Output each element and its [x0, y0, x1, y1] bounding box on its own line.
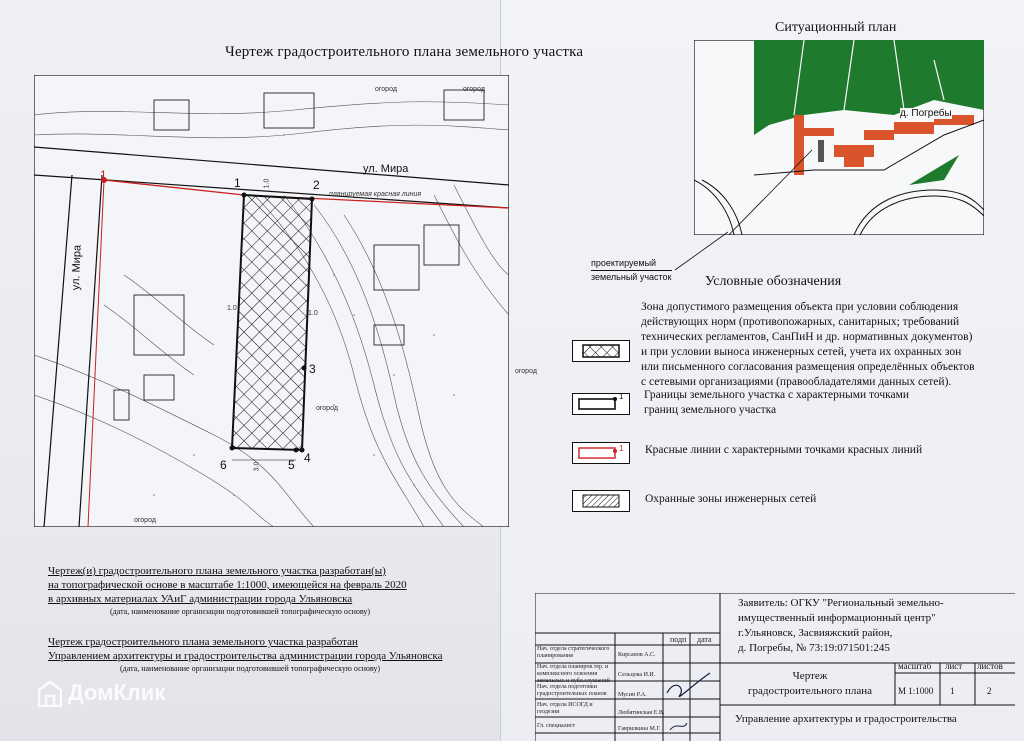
stamp-sheets-header: листов [977, 661, 1003, 671]
legend-line: или письменного согласования размещения определённых объектов [641, 361, 975, 373]
note-line: Чертеж(и) градостроительного плана земельного участка разработан(ы) [48, 565, 386, 577]
stamp-applicant-line1: Заявитель: ОГКУ "Региональный земельно- [738, 597, 944, 609]
drawing-title: Чертеж градостроительного плана земельного участка [225, 44, 584, 60]
note-sub: (дата, наименование организации подготовившей топографическую основу) [110, 607, 371, 616]
stamp-address-line1: г.Ульяновск, Засвияжский район, [738, 627, 893, 639]
stamp-scale-header: масштаб [898, 661, 932, 671]
legend-line: технических регламентов, СанПиН и др. нормативных документов) [641, 331, 973, 343]
stamp-row-role: Нач. отдела подготовки градостроительных планов [537, 684, 607, 697]
legend-line: Границы земельного участка с характерными точками [644, 389, 910, 401]
stamp-row-name: Мусин Р.А. [618, 692, 647, 698]
legend-marker-red-lines: 1 [619, 444, 624, 453]
garden-label: огород [463, 86, 485, 93]
legend-swatch-protection-zones [572, 490, 630, 512]
legend-line: границ земельного участка [644, 404, 777, 416]
stamp-doc-title-line2: градостроительного плана [747, 685, 873, 697]
dim-right: 1.0 [308, 310, 318, 317]
projected-plot-leader [590, 230, 730, 275]
note-line: Управлением архитектуры и градостроительства администрации города Ульяновска [48, 650, 443, 662]
stamp-row-name: Кирсанов А.С. [618, 652, 656, 658]
topographic-plan [34, 75, 509, 527]
street-label-mira-left: ул. Мира [70, 244, 84, 291]
dim-bottom: 3.0 [253, 461, 261, 472]
stamp-doc-title [735, 669, 885, 699]
legend-text-protection-zones: Охранные зоны инженерных сетей [645, 493, 817, 505]
stamp-row-role: Нач. отдела стратегического планирования [537, 646, 610, 659]
stamp-sheet-value: 1 [950, 686, 955, 696]
legend-line: и при условии выноса инженерных сетей, учета их охранных зон [641, 346, 962, 358]
note-line: на топографической основе в масштабе 1:1000, имеющейся на февраль 2020 [48, 579, 407, 591]
legend-line: с сетевыми организациями (правообладателями данных сетей). [641, 376, 952, 388]
stamp-row-role: Гл. специалист [537, 723, 576, 729]
stamp-address-line2: д. Погребы, № 73:19:071501:245 [738, 642, 890, 654]
point-label-6: 6 [220, 458, 227, 472]
note-line: Чертеж градостроительного плана земельного участка разработан [48, 636, 358, 648]
situation-plan-label: д. Погребы [900, 108, 952, 119]
point-label-5: 5 [288, 458, 295, 472]
legend-text-plot-boundary [644, 388, 974, 418]
garden-label: огород [515, 368, 537, 375]
dim-top: 1.0 [263, 178, 271, 189]
stamp-sheet-header: лист [945, 661, 963, 671]
stamp-header-sign: подп [670, 635, 687, 644]
situation-plan-title: Ситуационный план [775, 20, 897, 35]
legend-text-red-lines: Красные линии с характерными точками красных линий [645, 444, 923, 456]
stamp-row-name: Сельцова И.И. [618, 672, 656, 678]
watermark-text: ДомКлик [68, 680, 166, 705]
garden-label: огород [375, 86, 397, 93]
legend-title: Условные обозначения [705, 274, 842, 289]
garden-label: огород [134, 517, 156, 524]
point-label-3: 3 [309, 362, 316, 376]
point-label-1: 1 [234, 176, 241, 190]
stamp-row-role: Нач. отдела планиров.тер. и комплексного освоения земельных и публ.слушаний [537, 664, 610, 684]
projected-plot-label-line1: проектируемый [591, 257, 672, 271]
stamp-applicant [738, 596, 944, 656]
red-line-caption: планируемая красная линия [329, 191, 422, 198]
street-label-mira-top: ул. Мира [363, 163, 409, 175]
stamp-header-date: дата [697, 635, 712, 644]
projected-plot-label-line2: земельный участок [591, 272, 672, 282]
stamp-doc-title-line1: Чертеж [792, 670, 828, 682]
notes-block [48, 564, 503, 676]
note-sub: (дата, наименование организации подготовившей топографическую основу) [120, 664, 381, 673]
stamp-sheets-value: 2 [987, 686, 992, 696]
note-line: в архивных материалах УАиГ администрации города Ульяновска [48, 593, 353, 605]
stamp-scale-value: М 1:1000 [898, 686, 934, 696]
red-point-label: 1 [100, 168, 107, 182]
legend-line: действующих норм (противопожарных, санитарных; требований [641, 316, 960, 328]
point-label-4: 4 [304, 451, 311, 465]
garden-label: огород [316, 405, 338, 412]
legend-swatch-permitted-zone [572, 340, 630, 362]
legend-text-permitted-zone [641, 300, 986, 390]
home-logo-icon [38, 681, 62, 707]
stamp-organization: Управление архитектуры и градостроительства [735, 713, 957, 725]
point-label-2: 2 [313, 178, 320, 192]
stamp-row-name: Гаврилкина М.Г. [618, 726, 661, 732]
dim-left: 1.0 [227, 305, 237, 312]
situation-plan-map [694, 40, 984, 235]
legend-marker-plot-boundary: 1 [619, 392, 624, 401]
stamp-applicant-line2: имущественный информационный центр" [738, 612, 936, 624]
stamp-row-role: Нач. отдела ИСОГД и геодезии [537, 702, 593, 715]
legend-line: Зона допустимого размещения объекта при условии соблюдения [641, 301, 959, 313]
stamp-row-name: Любятинская Е.В. [618, 710, 665, 716]
